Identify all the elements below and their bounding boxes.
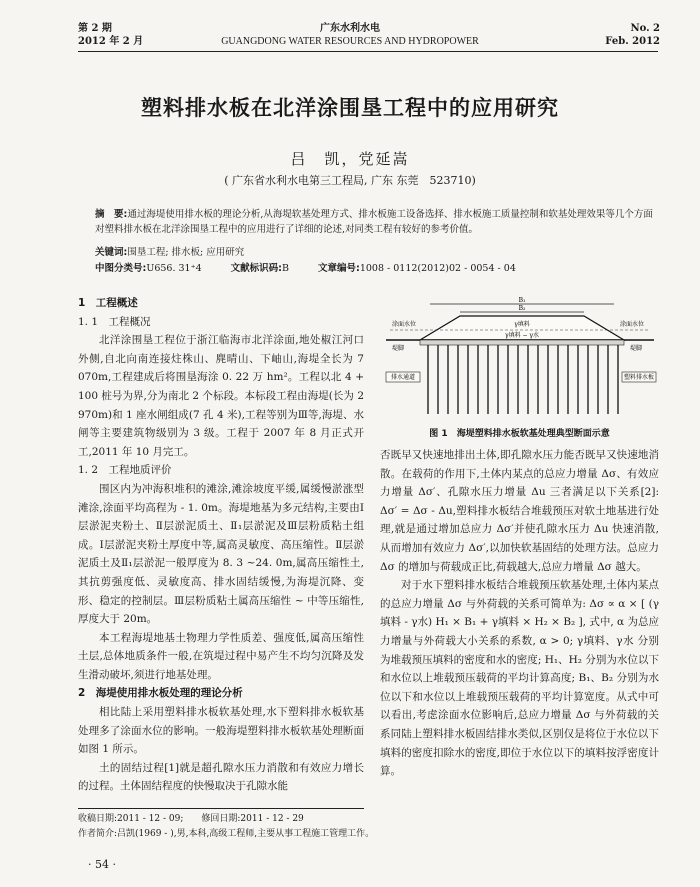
figure-1-diagram	[382, 296, 658, 424]
header-issue: 第 2 期	[78, 23, 112, 34]
figure-1-caption: 图 1 海堤塑料排水板软基处理典型断面示意	[429, 429, 610, 439]
water-label-right: 涂面水位	[620, 321, 645, 328]
gamma-buoyant-label: γ填料 − γ水	[504, 332, 540, 339]
paragraph-4: 相比陆上采用塑料排水板软基处理,水下塑料排水板软基处理多了涂面水位的影响。一般海堤塑料排水板软基处理断面如图 1 所示。	[78, 706, 364, 756]
footnote-received: 收稿日期:2011 - 12 - 09; 修回日期:2011 - 12 - 29	[78, 814, 304, 824]
abstract-text: 通过海堤使用排水板的理论分析,从海堤软基处理方式、排水板施工设备选择、排水板施工质量控制和软基处理效果等几个方面对塑料排水板在北洋涂围垦工程中的应用进行了详细的论述,对同类工程有较好的参考价值。	[95, 209, 653, 235]
paper-affiliation: ( 广东省水利水电第三工程局, 广东 东莞 523710)	[224, 174, 476, 187]
page-number: · 54 ·	[88, 858, 116, 871]
abstract-label: 摘 要:	[95, 209, 128, 220]
doc-value: B	[281, 263, 289, 274]
clc-label: 中图分类号:	[95, 263, 147, 274]
header-no: No. 2	[630, 23, 660, 34]
paragraph-3: 本工程海堤地基土物理力学性质差、强度低,属高压缩性土层,总体地质条件一般,在筑堤过程中易产生不均匀沉降及发生滑动破坏,须进行地基处理。	[78, 631, 364, 681]
header-no-block	[605, 22, 660, 48]
sand-cushion	[420, 340, 624, 345]
keywords: 围垦工程; 排水板; 应用研究	[127, 247, 245, 258]
header-journal-cn: 广东水利水电	[320, 23, 380, 34]
b1-label: B₁	[518, 297, 526, 304]
section-1-2-heading: 1. 2 工程地质评价	[78, 464, 172, 477]
header-journal-block	[0, 22, 700, 48]
right-column	[380, 446, 659, 781]
clc-group	[95, 263, 202, 274]
header-date-cn: 2012 年 2 月	[78, 36, 144, 47]
mat-label-right: 塑料排水板	[623, 374, 655, 381]
keywords-line	[95, 245, 655, 260]
paragraph-r2: 对于水下塑料排水板结合堆载预压软基处理,土体内某点的总应力增量 Δσ 与外荷载的关系可简单为: Δσ ∝ α × [ (γ填料 - γ水) H₁ × B₁ + γ填料 × H₂ × B₂ ], 式中, α 为总应力增量与外荷载大小关系的系数, α > 0; γ填料、γ水 分别为堆载预压填料的密度和水的密度; H₁、H₂ 分别为水位以下和水位以上堆载预压载荷的平均计算高度; B₁、B₂ 分别为水位以下和水位以上堆载预压载荷的平均计算宽度。从式中可以看出,考虑涂面水位影响后,总应力增量 Δσ 与外荷载的关系同陆上塑料排水板固结排水类似,区别仅是将位于水位以下填料的密度扣除水的密度,即位于水位以下的填料按浮密度计算。	[380, 579, 659, 778]
footnote-rule	[78, 808, 364, 809]
paragraph-2: 围区内为冲海积堆积的滩涂,滩涂坡度平缓,属缓慢淤涨型滩涂,涂面平均高程为 - 1. 0m。海堤地基为多元结构,主要由Ⅰ层淤泥夹粉土、Ⅱ层淤泥质土、Ⅱ₁层淤泥及Ⅲ层粉质粘土组成。Ⅰ层淤泥夹粉土厚度中等,属高灵敏度、高压缩性。Ⅱ层淤泥质土及Ⅱ₁层淤泥一般厚度为 8. 3 ~24. 0m,属高压缩性土,其抗剪强度低、灵敏度高、排水固结缓慢,为海堤沉降、变形、稳定的控制层。Ⅲ层粉质粘土属高压缩性 ~ 中等压缩性,厚度大于 20m。	[78, 482, 364, 626]
toe-label-right: 堤脚	[630, 345, 643, 352]
section-1-heading: 1 工程概述	[78, 297, 138, 309]
clc-value: U656. 31⁺4	[146, 263, 202, 274]
b2-label: B₂	[518, 305, 526, 312]
header-journal-en: GUANGDONG WATER RESOURCES AND HYDROPOWER	[221, 36, 479, 47]
doc-label: 文献标识码:	[230, 263, 282, 274]
header-rule	[78, 51, 658, 52]
footnote-author: 作者简介:吕凯(1969 - ),男,本科,高级工程师,主要从事工程施工管理工作。	[78, 829, 375, 839]
left-column	[78, 294, 364, 796]
paper-authors: 吕 凯，党延嵩	[290, 150, 410, 168]
section-2-heading: 2 海堤使用排水板处理的理论分析	[78, 687, 243, 700]
abstract	[95, 207, 655, 237]
article-label: 文章编号:	[318, 263, 360, 274]
paper-title: 塑料排水板在北洋涂围垦工程中的应用研究	[141, 95, 559, 120]
article-value: 1008 - 0112(2012)02 - 0054 - 04	[359, 263, 516, 274]
section-1-1-heading: 1. 1 工程概况	[78, 315, 151, 328]
header-date-en: Feb. 2012	[605, 36, 660, 47]
toe-label-left: 堤脚	[392, 345, 405, 352]
doc-group	[231, 263, 289, 274]
mat-label-left: 排水通道	[390, 374, 416, 381]
article-group	[318, 263, 516, 274]
paragraph-r1: 否既早又快速地排出土体,即孔隙水压力能否既早又快速地消散。在载荷的作用下,土体内某点的总应力增量 Δσ、有效应力增量 Δσ′、孔隙水压力增量 Δu 三者满足以下关系[2]: Δσ′ = Δσ - Δu,塑料排水板结合堆载预压对软土地基进行处理,就是通过增加总应力 Δσ′并使孔隙水压力 Δu 快速消散,从而增加有效应力 Δσ′,以加快软基固结的处理方法。总应力 Δσ 的增加与荷载成正比,荷载越大,总应力增量 Δσ 越大。	[380, 449, 659, 573]
keywords-label: 关键词:	[95, 247, 128, 258]
water-label-left: 涂面水位	[392, 321, 417, 328]
gamma-fill-label: γ填料	[514, 321, 530, 328]
drain-boards-group	[428, 345, 618, 414]
classification-line	[95, 261, 655, 276]
paragraph-5: 土的固结过程[1]就是超孔隙水压力消散和有效应力增长的过程。土体固结程度的快慢取决于孔隙水能	[78, 761, 364, 793]
paragraph-1: 北洋涂围垦工程位于浙江临海市北洋涂面,地处椒江河口外侧,自北向南连接炷株山、麂晴山、下岫山,海堤全长为 7 070m,工程建成后将围垦海涂 0. 22 万 hm²。工程以北 4 + 100 桩号为界,分为南北 2 个标段。本标段工程由海堤(长为 2 970m)和 1 座水闸组成(7 孔 4 米),工程等别为Ⅲ等,海堤、水闸等主要建筑物级别为 3 级。工程于 2007 年 8 月正式开工,2011 年 10 月完工。	[78, 334, 364, 458]
